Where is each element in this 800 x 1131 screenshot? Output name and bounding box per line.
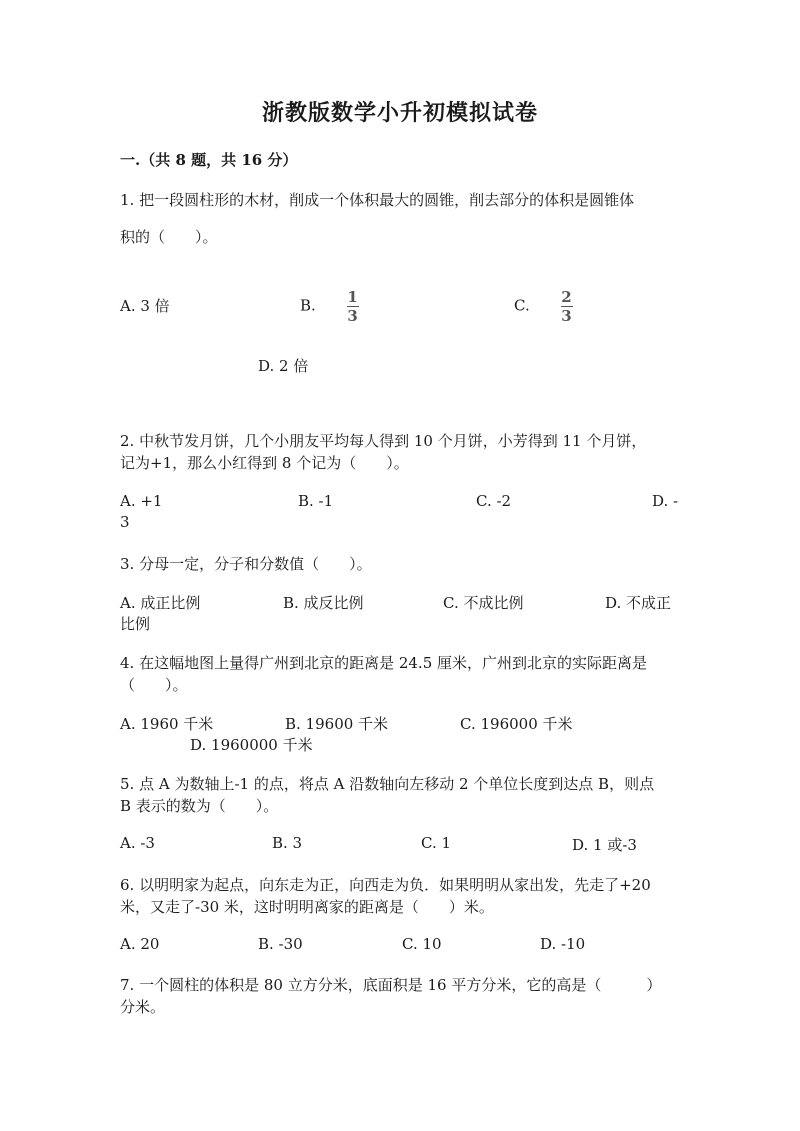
q5-option-a: A. -3 bbox=[120, 834, 155, 852]
q2-option-a: A. +1 bbox=[120, 492, 163, 510]
q1-option-b-fraction bbox=[347, 289, 359, 324]
fraction-denominator: 3 bbox=[561, 307, 572, 325]
q1-option-b bbox=[300, 289, 359, 324]
q5-option-d: D. 1 或-3 bbox=[572, 836, 637, 854]
question-2-line-1: 2. 中秋节发月饼，几个小朋友平均每人得到 10 个月饼，小芳得到 11 个月饼， bbox=[120, 432, 647, 450]
question-2-line-2: 记为+1，那么小红得到 8 个记为（ ）。 bbox=[120, 454, 409, 472]
q1-option-c-label: C. bbox=[514, 296, 530, 315]
exam-title: 浙教版数学小升初模拟试卷 bbox=[261, 100, 538, 126]
fraction-numerator: 1 bbox=[347, 288, 358, 306]
q6-option-a: A. 20 bbox=[120, 935, 160, 953]
question-7-line-1: 7. 一个圆柱的体积是 80 立方分米，底面积是 16 平方分米，它的高是（ ） bbox=[120, 976, 662, 994]
q1-option-c bbox=[514, 289, 573, 324]
question-6-line-2: 米，又走了-30 米，这时明明离家的距离是（ ）米。 bbox=[120, 898, 494, 916]
q6-option-c: C. 10 bbox=[402, 935, 442, 953]
question-1-line-1: 1. 把一段圆柱形的木材，削成一个体积最大的圆锥，削去部分的体积是圆锥体 bbox=[120, 191, 635, 209]
q6-option-b: B. -30 bbox=[258, 935, 303, 953]
q6-option-d: D. -10 bbox=[540, 935, 586, 953]
q2-option-d-continued: 3 bbox=[120, 513, 130, 531]
question-4-line-1: 4. 在这幅地图上量得广州到北京的距离是 24.5 厘米，广州到北京的实际距离是 bbox=[120, 654, 648, 672]
q3-option-c: C. 不成比例 bbox=[443, 594, 524, 612]
q2-option-b: B. -1 bbox=[298, 492, 334, 510]
q4-option-b: B. 19600 千米 bbox=[285, 715, 389, 733]
q3-option-d-continued: 比例 bbox=[120, 615, 151, 633]
q2-option-d: D. - bbox=[652, 492, 679, 510]
q1-option-b-label: B. bbox=[300, 296, 316, 315]
q5-option-b: B. 3 bbox=[272, 834, 303, 852]
question-1-line-2: 积的（ ）。 bbox=[120, 228, 218, 246]
q3-option-a: A. 成正比例 bbox=[120, 594, 201, 612]
fraction-denominator: 3 bbox=[347, 307, 358, 325]
q1-option-a: A. 3 倍 bbox=[120, 297, 170, 315]
question-3-line-1: 3. 分母一定，分子和分数值（ ）。 bbox=[120, 555, 372, 573]
q3-option-b: B. 成反比例 bbox=[283, 594, 364, 612]
question-5-line-1: 5. 点 A 为数轴上-1 的点，将点 A 沿数轴向左移动 2 个单位长度到达点 B，则点 bbox=[120, 775, 655, 793]
q4-option-a: A. 1960 千米 bbox=[120, 715, 214, 733]
q1-option-d: D. 2 倍 bbox=[258, 357, 309, 375]
q5-option-c: C. 1 bbox=[421, 834, 452, 852]
q4-option-d: D. 1960000 千米 bbox=[190, 736, 313, 754]
fraction-numerator: 2 bbox=[561, 288, 572, 306]
q3-option-d: D. 不成正 bbox=[605, 594, 672, 612]
q1-option-c-fraction bbox=[561, 289, 573, 324]
question-6-line-1: 6. 以明明家为起点，向东走为正，向西走为负．如果明明从家出发，先走了+20 bbox=[120, 876, 651, 894]
question-7-line-2: 分米。 bbox=[120, 998, 166, 1016]
question-4-line-2: （ ）。 bbox=[120, 676, 188, 694]
section-heading: 一.（共 8 题，共 16 分） bbox=[120, 151, 298, 169]
q4-option-c: C. 196000 千米 bbox=[460, 715, 573, 733]
question-5-line-2: B 表示的数为（ ）。 bbox=[120, 797, 279, 815]
q2-option-c: C. -2 bbox=[476, 492, 512, 510]
